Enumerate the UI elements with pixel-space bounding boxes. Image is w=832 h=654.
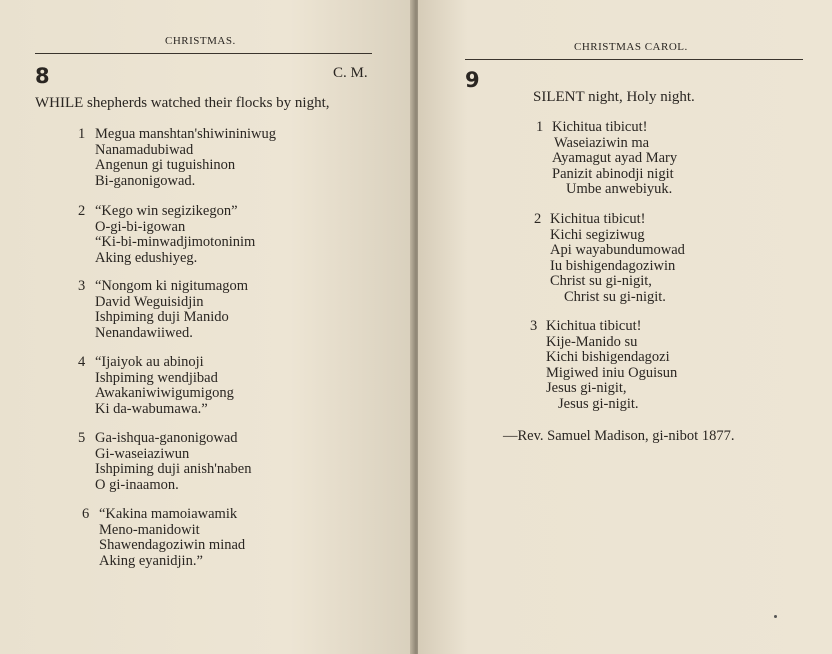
stanza-number: 3 xyxy=(78,278,86,294)
stanza-left-5 xyxy=(78,430,252,493)
stanza-left-2 xyxy=(78,203,256,266)
verse-line: David Weguisidjin xyxy=(95,293,204,310)
verse-line: Migiwed iniu Oguisun xyxy=(546,364,678,381)
verse-line: Kichitua tibicut! xyxy=(546,318,642,334)
verse-line: Christ su gi-nigit, xyxy=(550,273,652,289)
verse-line: Bi-ganonigowad. xyxy=(95,172,196,189)
verse-line: Kichi bishigendagozi xyxy=(546,349,670,365)
right-page xyxy=(418,0,832,654)
stanza-left-6 xyxy=(82,506,246,569)
running-head-left: CHRISTMAS. xyxy=(165,35,236,47)
verse-line: “Kakina mamoiawamik xyxy=(99,506,238,522)
verse-line: Api wayabundumowad xyxy=(550,242,685,258)
verse-line: O gi-inaamon. xyxy=(95,476,179,493)
verse-line: Nanamadubiwad xyxy=(95,141,194,158)
verse-line: “Ijaiyok au abinoji xyxy=(95,354,204,370)
verse-line: Kichi segiziwug xyxy=(550,226,645,243)
verse-line: Ayamagut ayad Mary xyxy=(552,150,678,166)
verse-line: Panizit abinodji nigit xyxy=(552,165,674,182)
verse-line: Ishpiming duji anish'naben xyxy=(95,461,252,477)
paper-speck xyxy=(774,615,777,618)
stanza-number: 4 xyxy=(78,354,86,370)
header-rule-right xyxy=(465,59,803,60)
stanza-number: 5 xyxy=(78,430,86,446)
verse-line: “Ki-bi-minwadjimotoninim xyxy=(95,234,256,250)
stanza-right-3 xyxy=(530,318,678,412)
stanza-number: 1 xyxy=(78,126,86,142)
stanza-right-2 xyxy=(534,211,685,305)
verse-line: Megua manshtan'shiwininiwug xyxy=(95,126,277,142)
stanza-number: 2 xyxy=(534,211,542,227)
stanza-number: 6 xyxy=(82,506,90,522)
verse-line: Kije-Manido su xyxy=(546,333,638,350)
verse-line: “Nongom ki nigitumagom xyxy=(95,278,249,294)
stanza-number: 1 xyxy=(536,119,544,135)
stanza-left-1 xyxy=(78,126,277,189)
verse-line: “Kego win segizikegon” xyxy=(95,203,238,219)
verse-line: Angenun gi tuguishinon xyxy=(95,157,236,173)
meter-label: C. M. xyxy=(333,65,368,81)
verse-line: Ishpiming duji Manido xyxy=(95,309,229,325)
header-rule-left xyxy=(35,53,372,54)
verse-line: Ga-ishqua-ganonigowad xyxy=(95,430,238,446)
verse-line: Aking eyanidjin.” xyxy=(99,552,203,569)
left-page xyxy=(0,0,414,654)
stanza-left-3 xyxy=(78,278,249,341)
verse-line: Meno-manidowit xyxy=(99,521,200,538)
verse-line: O-gi-bi-igowan xyxy=(95,218,186,235)
verse-line: Aking edushiyeg. xyxy=(95,249,198,266)
verse-line: Waseiaziwin ma xyxy=(554,134,650,151)
attribution: —Rev. Samuel Madison, gi-nibot 1877. xyxy=(503,428,735,444)
verse-line: Gi-waseiaziwun xyxy=(95,445,190,462)
first-line-right: SILENT night, Holy night. xyxy=(533,89,695,105)
stanza-number: 3 xyxy=(530,318,538,334)
verse-line: Jesus gi-nigit. xyxy=(558,395,639,412)
verse-line: Ishpiming wendjibad xyxy=(95,369,218,386)
verse-line: Christ su gi-nigit. xyxy=(564,288,666,305)
stanza-left-4 xyxy=(78,354,234,417)
verse-line: Kichitua tibicut! xyxy=(552,119,648,135)
verse-line: Awakaniwiwigumigong xyxy=(95,385,234,401)
stanza-right-1 xyxy=(536,119,678,198)
stanza-number: 2 xyxy=(78,203,86,219)
hymn-number-9: 9 xyxy=(465,68,480,92)
verse-line: Shawendagoziwin minad xyxy=(99,537,246,553)
running-head-right: CHRISTMAS CAROL. xyxy=(574,41,688,53)
hymn-number-8: 8 xyxy=(35,64,50,88)
verse-line: Iu bishigendagoziwin xyxy=(550,257,676,274)
first-line-left: WHILE shepherds watched their flocks by night, xyxy=(35,95,330,111)
verse-line: Umbe anwebiyuk. xyxy=(566,181,673,197)
verse-line: Jesus gi-nigit, xyxy=(546,380,627,396)
verse-line: Kichitua tibicut! xyxy=(550,211,646,227)
verse-line: Nenandawiiwed. xyxy=(95,324,193,341)
verse-line: Ki da-wabumawa.” xyxy=(95,400,208,417)
